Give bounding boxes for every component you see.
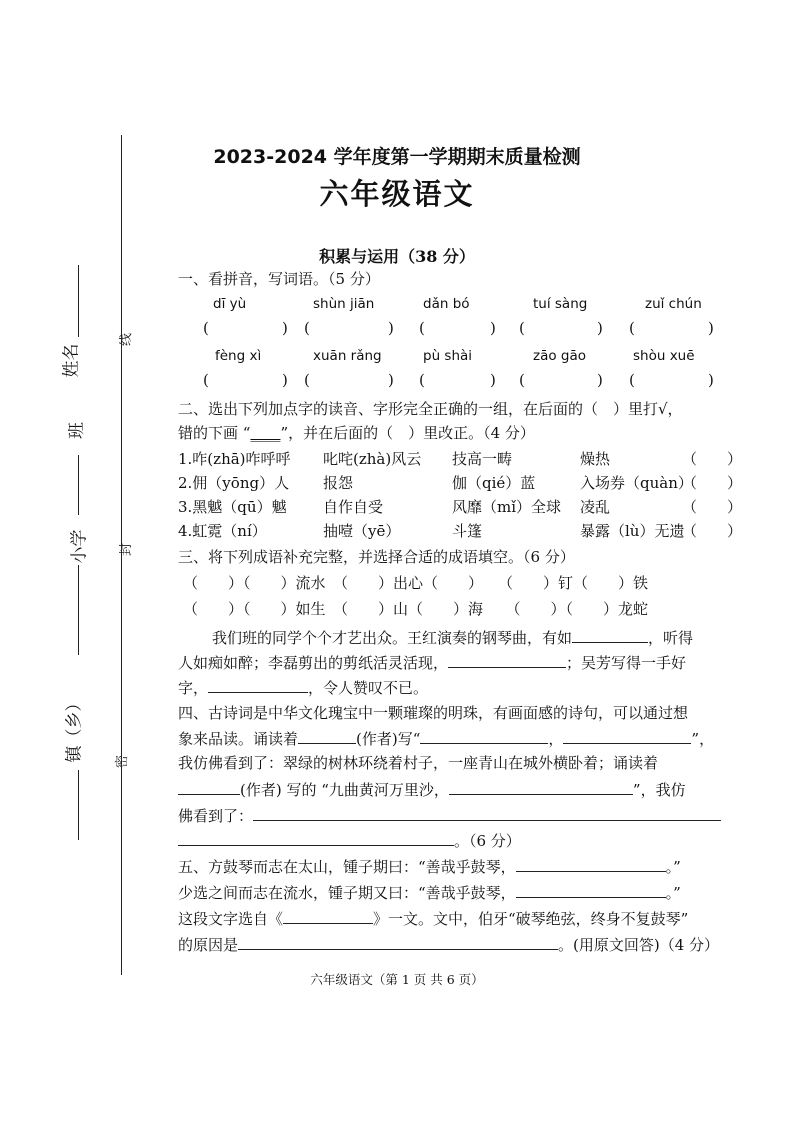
q1-r2-close-5: ) xyxy=(708,371,714,389)
q1-heading: 一、看拼音，写词语。（5 分） xyxy=(178,270,380,288)
name-line xyxy=(78,265,79,337)
q1-r2-open-3: ( xyxy=(419,371,425,389)
q2-row3-c: 风靡（mǐ）全球 xyxy=(452,498,562,516)
q3-passage-line3: 字， ，令人赞叹不已。 xyxy=(178,676,428,698)
q4-line3: 我仿佛看到了：翠绿的树林环绕着村子，一座青山在城外横卧着；诵读着 xyxy=(178,754,659,772)
q1-pinyin-3: dǎn bó xyxy=(423,296,470,312)
page-footer: 六年级语文（第 1 页 共 6 页） xyxy=(310,972,484,987)
q2-row1-b: 叱咤(zhà)风云 xyxy=(323,450,422,468)
q5-line3: 这段文字选自《 》一文。文中，伯牙“破琴绝弦，终身不复鼓琴” xyxy=(178,907,688,929)
q2-row2-answer: （ ） xyxy=(682,474,743,492)
q4-line2: 象来品读。诵读着 (作者)写“ ， ”， xyxy=(178,727,714,749)
q1-r1-close-1: ) xyxy=(282,319,288,337)
town-blank-line xyxy=(78,565,79,655)
q3-passage-line1: 我们班的同学个个才艺出众。王红演奏的钢琴曲，有如 ，听得 xyxy=(212,626,693,648)
q1-pinyin-1: dī yù xyxy=(213,296,247,312)
q5-line4: 的原因是 。(用原文回答)（4 分） xyxy=(178,933,719,955)
class-label: 班 xyxy=(67,422,87,439)
q4-line6: 。（6 分） xyxy=(178,829,521,851)
q2-row4-d: 暴露（lù）无遗 xyxy=(580,522,685,540)
q1-pinyin-10: shòu xuē xyxy=(633,348,695,364)
q1-pinyin-4: tuí sàng xyxy=(533,296,588,312)
subject-title: 六年级语文 xyxy=(319,177,475,211)
section-heading: 积累与运用（38 分） xyxy=(319,247,475,266)
name-label: 姓名 xyxy=(61,343,82,378)
town-line xyxy=(78,770,79,840)
q1-r2-open-1: ( xyxy=(203,371,209,389)
q4-line5: 佛看到了： xyxy=(178,804,721,826)
q1-r1-open-4: ( xyxy=(519,319,525,337)
exam-title: 2023-2024 学年度第一学期期末质量检测 xyxy=(213,146,581,168)
margin-mark-mi: 密 xyxy=(115,754,131,769)
q2-row3-answer: （ ） xyxy=(682,498,743,516)
q1-r1-close-4: ) xyxy=(597,319,603,337)
q1-pinyin-9: zāo gāo xyxy=(533,348,587,364)
q2-row1-d: 燥热 xyxy=(580,450,611,468)
q1-r1-close-2: ) xyxy=(388,319,394,337)
q1-r2-open-5: ( xyxy=(629,371,635,389)
q1-r2-close-4: ) xyxy=(597,371,603,389)
q3-idiom-row2: （ ）（ ）如生 （ ）山（ ）海 （ ）（ ）龙蛇 xyxy=(183,600,649,618)
q5-line2: 少选之间而志在流水，锺子期又曰：“善哉乎鼓琴， 。” xyxy=(178,881,681,903)
q2-row4-a: 4.虹霓（ní） xyxy=(178,522,267,540)
q1-pinyin-2: shùn jiān xyxy=(313,296,375,312)
q2-row4-c: 斗篷 xyxy=(452,522,483,540)
q2-row3-d: 凌乱 xyxy=(580,498,611,516)
school-line xyxy=(78,455,79,515)
q2-row3-a: 3.黑魆（qū）魆 xyxy=(178,498,287,516)
q2-row1-c: 技高一畴 xyxy=(452,450,513,468)
q2-row2-d: 入场券（quàn） xyxy=(580,474,693,492)
q1-r2-open-4: ( xyxy=(519,371,525,389)
q1-r2-close-2: ) xyxy=(388,371,394,389)
q2-row4-answer: （ ） xyxy=(682,522,743,540)
q2-row2-b: 报怨 xyxy=(323,474,354,492)
q2-row3-b: 自作自受 xyxy=(323,498,384,516)
q1-r2-open-2: ( xyxy=(304,371,310,389)
q1-r2-close-1: ) xyxy=(282,371,288,389)
q1-r2-close-3: ) xyxy=(490,371,496,389)
q1-pinyin-8: pù shài xyxy=(423,348,473,364)
q2-row2-c: 伽（qié）蓝 xyxy=(452,474,536,492)
q1-r1-close-5: ) xyxy=(708,319,714,337)
q5-line1: 五、方鼓琴而志在太山，锺子期曰：“善哉乎鼓琴， 。” xyxy=(178,855,681,877)
q1-r1-open-5: ( xyxy=(629,319,635,337)
q2-row1-a: 1.咋(zhā)咋呼呼 xyxy=(178,450,291,468)
town-label: 镇（乡） xyxy=(64,694,85,763)
q1-r1-close-3: ) xyxy=(490,319,496,337)
q3-heading: 三、将下列成语补充完整，并选择合适的成语填空。（6 分） xyxy=(178,548,575,566)
q4-line1: 四、古诗词是中华文化瑰宝中一颗璀璨的明珠，有画面感的诗句，可以通过想 xyxy=(178,704,689,722)
q2-row4-b: 抽噎（yē） xyxy=(323,522,401,540)
q2-heading-2: 错的下画 “____”，并在后面的（ ）里改正。（4 分） xyxy=(178,424,535,442)
q4-line4: (作者) 写的 “九曲黄河万里沙， ”，我仿 xyxy=(178,778,686,800)
q1-pinyin-5: zuǐ chún xyxy=(645,296,702,312)
q3-idiom-row1: （ ）（ ）流水 （ ）出心（ ） （ ）钉（ ）铁 xyxy=(183,574,649,592)
q3-passage-line2: 人如痴如醉；李磊剪出的剪纸活灵活现， ；吴芳写得一手好 xyxy=(178,651,686,673)
q1-pinyin-6: fèng xì xyxy=(215,348,262,364)
q1-r1-open-1: ( xyxy=(203,319,209,337)
school-label: 小学 xyxy=(69,529,90,564)
q2-row1-answer: （ ） xyxy=(682,450,743,468)
margin-mark-xian: 线 xyxy=(119,332,135,347)
margin-mark-feng: 封 xyxy=(119,542,135,557)
q1-r1-open-2: ( xyxy=(304,319,310,337)
q1-r1-open-3: ( xyxy=(419,319,425,337)
q1-pinyin-7: xuān rǎng xyxy=(313,348,382,364)
q2-row2-a: 2.佣（yōng）人 xyxy=(178,474,290,492)
q2-heading: 二、选出下列加点字的读音、字形完全正确的一组，在后面的（ ）里打√， xyxy=(178,400,683,418)
